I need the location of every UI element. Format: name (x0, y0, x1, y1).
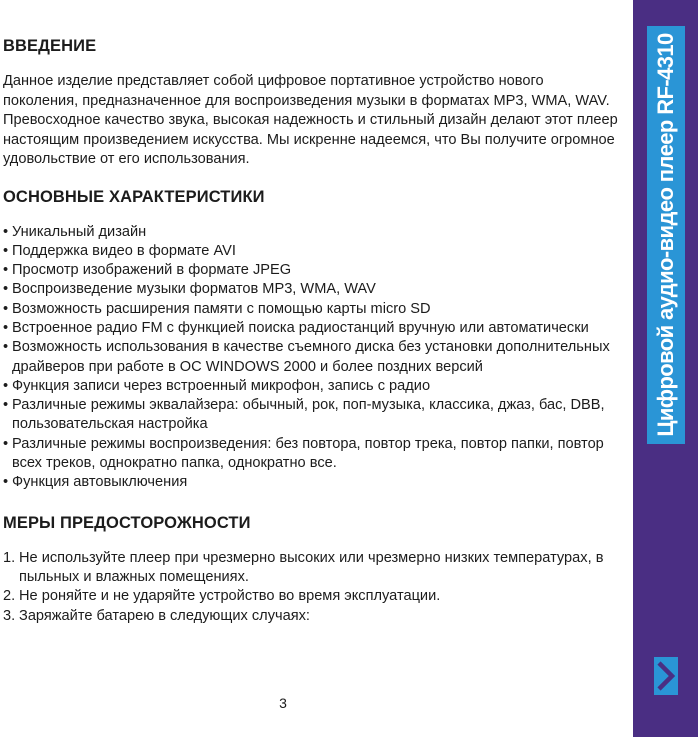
list-item-text: Не роняйте и не ударяйте устройство во время эксплуатации. (19, 588, 441, 605)
list-item: • Встроенное радио FM с функцией поиска радиостанций вручную или автоматически (3, 319, 618, 338)
chevron-right-icon[interactable] (654, 657, 678, 695)
list-item (3, 587, 618, 606)
list-item: • Различные режимы эквалайзера: обычный, рок, поп-музыка, классика, джаз, бас, DBB, пользовательская настройка (3, 396, 618, 435)
precautions-heading: МЕРЫ ПРЕДОСТОРОЖНОСТИ (3, 513, 251, 532)
side-title-box (647, 26, 685, 444)
features-heading: ОСНОВНЫЕ ХАРАКТЕРИСТИКИ (3, 187, 265, 206)
list-item: • Функция записи через встроенный микрофон, запись с радио (3, 377, 618, 396)
list-item-number: 3. (3, 607, 16, 624)
list-item: • Возможность использования в качестве съемного диска без установки дополнительных драйверов при работе в ОС WINDOWS 2000 и более поздних версий (3, 338, 618, 377)
list-item-text: Заряжайте батарею в следующих случаях: (19, 607, 310, 624)
page-number: 3 (279, 695, 287, 711)
precautions-list (3, 549, 618, 626)
list-item: • Воспроизведение музыки форматов MP3, WMA, WAV (3, 280, 618, 299)
intro-heading: ВВЕДЕНИЕ (3, 37, 97, 55)
list-item (3, 549, 618, 588)
list-item: • Функция автовыключения (3, 473, 618, 492)
list-item: • Возможность расширения памяти с помощью карты micro SD (3, 300, 618, 319)
list-item-number: 2. (3, 588, 16, 605)
list-item: • Просмотр изображений в формате JPEG (3, 261, 618, 280)
list-item-number: 1. (3, 549, 16, 566)
side-title: Цифровой аудио-видео плеер RF-4310 (653, 33, 678, 437)
list-item-text: Не используйте плеер при чрезмерно высоких или чрезмерно низких температурах, в пыльных и влажных помещениях. (19, 549, 604, 585)
side-bar (633, 0, 698, 737)
list-item: • Поддержка видео в формате AVI (3, 242, 618, 261)
list-item: • Уникальный дизайн (3, 223, 618, 242)
intro-paragraph: Данное изделие представляет собой цифровое портативное устройство нового поколения, предназначенное для воспроизведения музыки в форматах MP3, WMA, WAV. Превосходное качество звука, высокая надежность и стильный дизайн делают этот плеер настоящим произведением искусства. Мы искренне надеемся, что Вы получите огромное удовольствие от его использования. (3, 73, 618, 167)
features-list (3, 223, 618, 493)
list-item: • Различные режимы воспроизведения: без повтора, повтор трека, повтор папки, повтор всех треков, однократно папка, однократно все. (3, 435, 618, 474)
page-content (3, 30, 618, 626)
list-item (3, 607, 618, 626)
